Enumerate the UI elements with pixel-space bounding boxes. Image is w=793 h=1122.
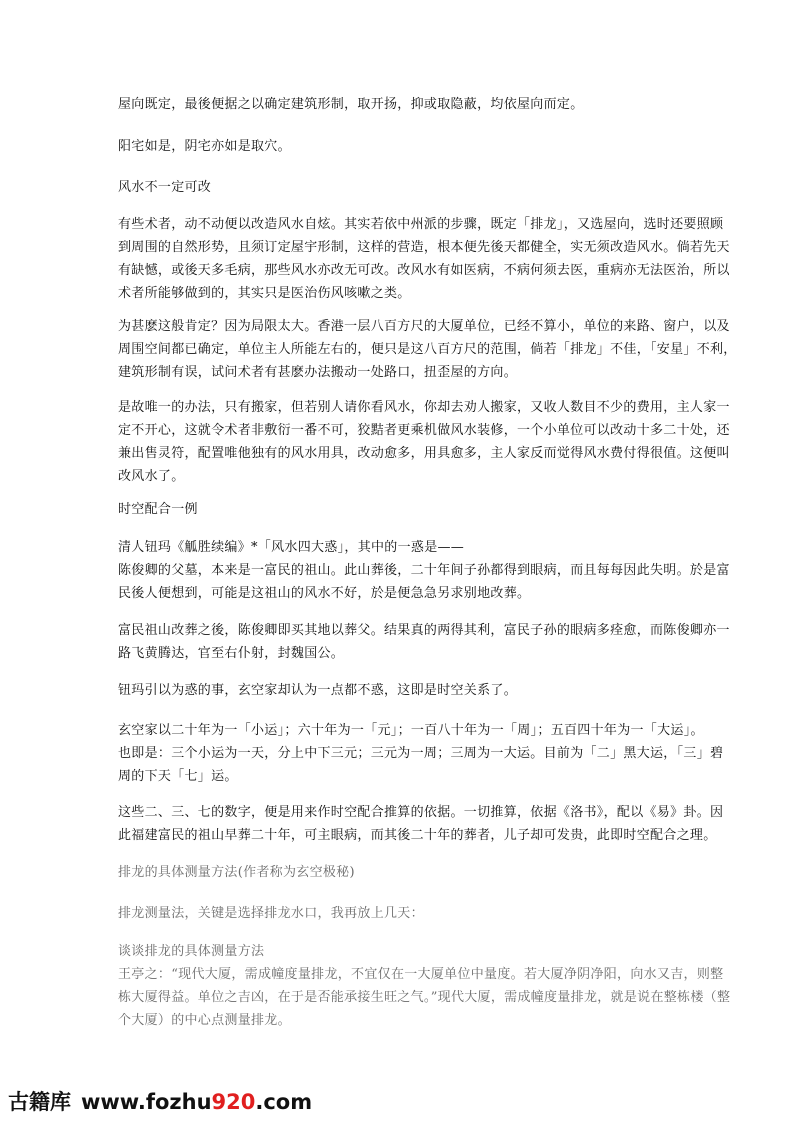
text-line: 清人钮玛《觚胜续编》*「风水四大惑」，其中的一惑是——	[118, 540, 465, 555]
text-line: 到周围的自然形势，且须订定屋宇形制，这样的营造，根本便先後天都健全，实无须改造风水。倘若先天	[118, 240, 730, 255]
footer-watermark	[8, 1086, 312, 1118]
text-line: 这些二、三、七的数字，便是用来作时空配合推算的依据。一切推算，依据《洛书》，配以《易》卦。因	[118, 805, 724, 820]
text-line: 陈俊卿的父墓，本来是一富民的祖山。此山葬後，二十年间子孙都得到眼病，而且每每因此失明。於是富	[118, 563, 730, 578]
text-line: 谈谈排龙的具体测量方法	[118, 944, 265, 959]
paragraph-wang-tingzhi	[118, 940, 731, 1032]
url-highlight: 920	[211, 1090, 256, 1114]
text-line: 个大厦）的中心点测量排龙。	[118, 1013, 291, 1028]
text-line: 阳宅如是，阴宅亦如是取穴。	[118, 139, 291, 154]
text-line: 建筑形制有误，试问术者有甚麽办法搬动一处路口，扭歪屋的方向。	[118, 365, 518, 380]
url-prefix: www.fozhu	[81, 1090, 212, 1114]
section-heading-measurement	[118, 861, 678, 884]
paragraph-house-orientation	[118, 93, 678, 116]
section-heading-time-space	[118, 498, 678, 521]
text-line: 定不开心，这就令术者非敷衍一番不可，狡黠者更乘机做风水装修，一个小单位可以改动十多二十处，还	[118, 423, 730, 438]
text-line: 钮玛引以为惑的事，玄空家却认为一点都不惑，这即是时空关系了。	[118, 683, 518, 698]
paragraph-xuankong-view	[118, 679, 678, 702]
text-line: 周围空间都已确定，单位主人所能左右的，便只是这八百方尺的范围，倘若「排龙」不佳，「安星」不利，	[118, 342, 737, 357]
url-suffix: .com	[255, 1090, 313, 1114]
text-line: 是故唯一的办法，只有搬家，但若别人请你看风水，你却去劝人搬家，又收人数目不少的费用，主人家一	[118, 400, 730, 415]
section-heading: 时空配合一例	[118, 502, 198, 517]
text-line: 术者所能够做到的，其实只是医治伤风咳嗽之类。	[118, 286, 411, 301]
paragraph-practitioners	[118, 213, 730, 305]
text-line: 路飞黄腾达，官至右仆射，封魏国公。	[118, 646, 345, 661]
paragraph-niu-xiu-quote	[118, 536, 730, 605]
paragraph-luoshu	[118, 801, 724, 847]
section-heading-fengshui-change	[118, 176, 678, 199]
paragraph-moving-house	[118, 396, 730, 488]
section-heading: 排龙的具体测量方法(作者称为玄空极秘)	[118, 865, 355, 880]
text-line: 也即是：三个小运为一天，分上中下三元；三元为一周；三周为一大运。目前为「二」黑大运，「三」碧	[118, 746, 724, 761]
text-line: 有些术者，动不动便以改造风水自炫。其实若依中州派的步骤，既定「排龙」，又选屋向，选时还要照顾	[118, 217, 724, 232]
text-line: 兼出售灵符，配置唯他独有的风水用具，改动愈多，用具愈多，主人家反而觉得风水费付得很值。这便叫	[118, 446, 730, 461]
text-line: 为甚麽这般肯定？因为局限太大。香港一层八百方尺的大厦单位，已经不算小，单位的来路、窗户，以及	[118, 319, 730, 334]
text-line: 屋向既定，最後便据之以确定建筑形制，取开扬，抑或取隐蔽，均依屋向而定。	[118, 97, 584, 112]
text-line: 排龙测量法，关键是选择排龙水口，我再放上几天：	[118, 906, 424, 921]
text-line: 王亭之：“现代大厦，需成幢度量排龙，不宜仅在一大厦单位中量度。若大厦净阴净阳，向水又吉，则整	[118, 967, 724, 982]
text-line: 民後人便想到，可能是这祖山的风水不好，於是便急急另求别地改葬。	[118, 586, 531, 601]
site-name: 古籍库	[8, 1090, 71, 1114]
text-line: 富民祖山改葬之後，陈俊卿即买其地以葬父。结果真的两得其利，富民子孙的眼病多痊愈，而陈俊卿亦一	[118, 623, 730, 638]
paragraph-limitations	[118, 315, 737, 384]
text-line: 改风水了。	[118, 469, 185, 484]
text-line: 周的下天「七」运。	[118, 769, 238, 784]
paragraph-cycles	[118, 719, 724, 788]
paragraph-measurement-intro	[118, 902, 678, 925]
text-line: 有缺憾，或後天多毛病，那些风水亦改无可改。改风水有如医病，不病何须去医，重病亦无法医治，所以	[118, 263, 730, 278]
site-url[interactable]	[81, 1090, 312, 1114]
paragraph-reburial	[118, 619, 730, 665]
text-line: 此福建富民的祖山早葬二十年，可主眼病，而其後二十年的葬者，儿子却可发贵，此即时空配合之理。	[118, 828, 717, 843]
text-line: 栋大厦得益。单位之吉凶，在于是否能承接生旺之气。”现代大厦，需成幢度量排龙，就是说在整栋楼（整	[118, 990, 731, 1005]
text-line: 玄空家以二十年为一「小运」；六十年为一「元」；一百八十年为一「周」；五百四十年为一「大运」。	[118, 723, 704, 738]
paragraph-yang-yin-dwelling	[118, 135, 678, 158]
section-heading: 风水不一定可改	[118, 180, 212, 195]
